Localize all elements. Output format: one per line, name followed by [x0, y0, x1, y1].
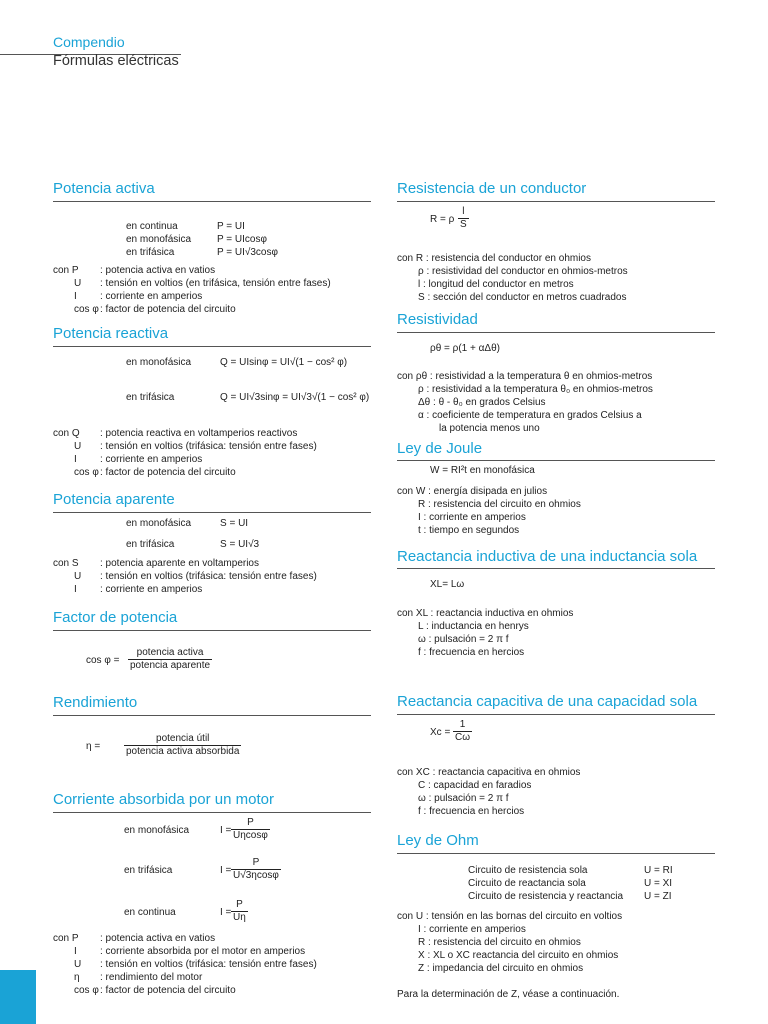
legend-symbol: con S	[53, 558, 79, 569]
formula-lhs: I =	[220, 907, 232, 918]
section-title-reactancia-inductiva: Reactancia inductiva de una inductancia sola	[397, 548, 698, 565]
page-title: Fórmulas eléctricas	[53, 53, 179, 69]
fraction	[124, 733, 241, 758]
legend-line: f : frecuencia en hercios	[418, 806, 525, 817]
section-rule	[53, 346, 371, 347]
formula-label: en continua	[124, 907, 176, 918]
formula-lhs: Xc =	[430, 727, 451, 738]
fraction-denominator: potencia aparente	[130, 660, 211, 671]
formula: S = UI	[220, 518, 249, 529]
section-title-factor-de-potencia: Factor de potencia	[53, 609, 178, 626]
legend-line: I : corriente en amperios	[418, 512, 526, 523]
section-rule	[53, 715, 371, 716]
legend-line: ω : pulsación = 2 π f	[418, 634, 509, 645]
legend-symbol: I	[74, 291, 77, 302]
section-title-potencia-aparente: Potencia aparente	[53, 491, 175, 508]
corner-color-block	[0, 970, 36, 1024]
section-title-potencia-reactiva: Potencia reactiva	[53, 325, 169, 342]
fraction-denominator: U√3ηcosφ	[233, 870, 279, 881]
fraction	[231, 817, 270, 842]
legend-symbol: con P	[53, 933, 79, 944]
section-title-resistividad: Resistividad	[397, 311, 478, 328]
formula-lhs: cos φ =	[86, 655, 120, 666]
section-rule	[397, 714, 715, 715]
formula-label: en trifásica	[124, 865, 173, 876]
fraction	[231, 899, 248, 924]
section-rule	[397, 460, 715, 461]
formula: P = UI√3cosφ	[217, 247, 278, 258]
formula-label: en monofásica	[126, 357, 192, 368]
legend-text: : potencia aparente en voltamperios	[100, 558, 259, 569]
formula: P = UIcosφ	[217, 234, 267, 245]
legend-text: : corriente en amperios	[100, 291, 203, 302]
formula-label: Circuito de resistencia y reactancia	[468, 891, 624, 902]
legend-line: R : resistencia del circuito en ohmios	[418, 499, 581, 510]
legend-symbol: I	[74, 946, 77, 957]
formula-label: en monofásica	[124, 825, 190, 836]
legend-line: f : frecuencia en hercios	[418, 647, 525, 658]
footer-note: Para la determinación de Z, véase a continuación.	[397, 989, 620, 1000]
legend-symbol: cos φ	[74, 985, 99, 996]
legend-symbol: U	[74, 959, 82, 970]
legend-line: ρ : resistividad del conductor en ohmios-metros	[418, 266, 628, 277]
legend-line: S : sección del conductor en metros cuadrados	[418, 292, 627, 303]
section-title-ley-de-ohm: Ley de Ohm	[397, 832, 479, 849]
formula-lhs: I =	[220, 825, 232, 836]
legend-text: : tensión en voltios (en trifásica, tensión entre fases)	[100, 278, 331, 289]
section-title-ley-de-joule: Ley de Joule	[397, 440, 483, 457]
fraction-denominator: Uη	[233, 912, 246, 923]
formula: P = UI	[217, 221, 245, 232]
fraction-denominator: Cω	[455, 732, 471, 743]
formula: S = UI√3	[220, 539, 260, 550]
legend-text: : factor de potencia del circuito	[100, 467, 236, 478]
formula-label: en trifásica	[126, 539, 175, 550]
legend-line: la potencia menos uno	[439, 423, 540, 434]
section-rule	[397, 568, 715, 569]
legend-text: : factor de potencia del circuito	[100, 985, 236, 996]
legend-text: : tensión en voltios (trifásica: tensión entre fases)	[100, 959, 317, 970]
legend-line: t : tiempo en segundos	[418, 525, 520, 536]
section-rule	[53, 201, 371, 202]
section-rule	[53, 512, 371, 513]
header-brand: Compendio	[53, 34, 125, 50]
legend-text: : factor de potencia del circuito	[100, 304, 236, 315]
legend-line: L : inductancia en henrys	[418, 621, 529, 632]
fraction-numerator: 1	[453, 719, 472, 732]
legend-text: : rendimiento del motor	[100, 972, 203, 983]
formula-label: Circuito de resistencia sola	[468, 865, 588, 876]
legend-symbol: cos φ	[74, 467, 99, 478]
fraction-denominator: Uηcosφ	[233, 830, 268, 841]
formula-label: Circuito de reactancia sola	[468, 878, 586, 889]
legend-symbol: I	[74, 454, 77, 465]
legend-line: Z : impedancia del circuito en ohmios	[418, 963, 584, 974]
section-title-potencia-activa: Potencia activa	[53, 180, 155, 197]
section-title-rendimiento: Rendimiento	[53, 694, 138, 711]
legend-line: C : capacidad en faradios	[418, 780, 532, 791]
fraction-numerator: potencia útil	[124, 733, 241, 746]
section-title-reactancia-capacitiva: Reactancia capacitiva de una capacidad sola	[397, 693, 698, 710]
formula: U = RI	[644, 865, 673, 876]
legend-text: : corriente en amperios	[100, 454, 203, 465]
legend-line: ρ : resistividad a la temperatura θ₀ en ohmios-metros	[418, 384, 653, 395]
legend-line: con R : resistencia del conductor en ohmios	[397, 253, 591, 264]
fraction-denominator: S	[460, 219, 467, 230]
section-rule	[53, 630, 371, 631]
formula: ρθ = ρ(1 + αΔθ)	[430, 343, 500, 354]
legend-line: X : XL o XC reactancia del circuito en ohmios	[418, 950, 619, 961]
legend-line: con ρθ : resistividad a la temperatura θ en ohmios-metros	[397, 371, 653, 382]
formula-label: en trifásica	[126, 247, 175, 258]
legend-line: α : coeficiente de temperatura en grados Celsius a	[418, 410, 642, 421]
formula-lhs: I =	[220, 865, 232, 876]
fraction-numerator: potencia activa	[128, 647, 212, 660]
legend-text: : potencia activa en vatios	[100, 933, 216, 944]
formula: U = XI	[644, 878, 673, 889]
formula: Q = UI√3sinφ = UI√3√(1 − cos² φ)	[220, 392, 370, 403]
formula-label: en continua	[126, 221, 178, 232]
legend-symbol: U	[74, 571, 82, 582]
formula: XL= Lω	[430, 579, 465, 590]
legend-symbol: con P	[53, 265, 79, 276]
legend-line: con U : tensión en las bornas del circuito en voltios	[397, 911, 623, 922]
legend-text: : corriente absorbida por el motor en amperios	[100, 946, 306, 957]
fraction	[458, 206, 469, 231]
section-rule	[53, 812, 371, 813]
formula-label: en monofásica	[126, 234, 192, 245]
legend-symbol: U	[74, 278, 82, 289]
legend-text: : tensión en voltios (trifásica: tensión entre fases)	[100, 571, 317, 582]
formula: U = ZI	[644, 891, 672, 902]
formula: Q = UIsinφ = UI√(1 − cos² φ)	[220, 357, 348, 368]
formula-label: en monofásica	[126, 518, 192, 529]
fraction	[231, 857, 281, 882]
legend-line: Δθ : θ - θ₀ en grados Celsius	[418, 397, 546, 408]
legend-line: l : longitud del conductor en metros	[418, 279, 574, 290]
legend-symbol: con Q	[53, 428, 80, 439]
fraction	[128, 647, 212, 672]
legend-text: : potencia reactiva en voltamperios reactivos	[100, 428, 298, 439]
section-title-corriente-motor: Corriente absorbida por un motor	[53, 791, 274, 808]
fraction-denominator: potencia activa absorbida	[126, 746, 240, 757]
legend-line: con W : energía disipada en julios	[397, 486, 548, 497]
legend-line: ω : pulsación = 2 π f	[418, 793, 509, 804]
legend-text: : corriente en amperios	[100, 584, 203, 595]
section-rule	[397, 332, 715, 333]
legend-text: : tensión en voltios (trifásica: tensión entre fases)	[100, 441, 317, 452]
section-rule	[397, 853, 715, 854]
legend-line: I : corriente en amperios	[418, 924, 526, 935]
fraction-numerator: P	[231, 857, 281, 870]
section-title-resistencia: Resistencia de un conductor	[397, 180, 587, 197]
legend-line: con XC : reactancia capacitiva en ohmios	[397, 767, 581, 778]
fraction-numerator: P	[231, 899, 248, 912]
formula-lhs: R = ρ	[430, 214, 455, 225]
section-rule	[397, 201, 715, 202]
legend-text: : potencia activa en vatios	[100, 265, 216, 276]
fraction-numerator: l	[458, 206, 469, 219]
formula: W = RI²t en monofásica	[430, 465, 535, 476]
fraction	[453, 719, 472, 744]
legend-line: con XL : reactancia inductiva en ohmios	[397, 608, 574, 619]
formula-label: en trifásica	[126, 392, 175, 403]
legend-symbol: U	[74, 441, 82, 452]
legend-line: R : resistencia del circuito en ohmios	[418, 937, 581, 948]
formula-lhs: η =	[86, 741, 101, 752]
legend-symbol: cos φ	[74, 304, 99, 315]
legend-symbol: η	[74, 972, 80, 983]
legend-symbol: I	[74, 584, 77, 595]
fraction-numerator: P	[231, 817, 270, 830]
